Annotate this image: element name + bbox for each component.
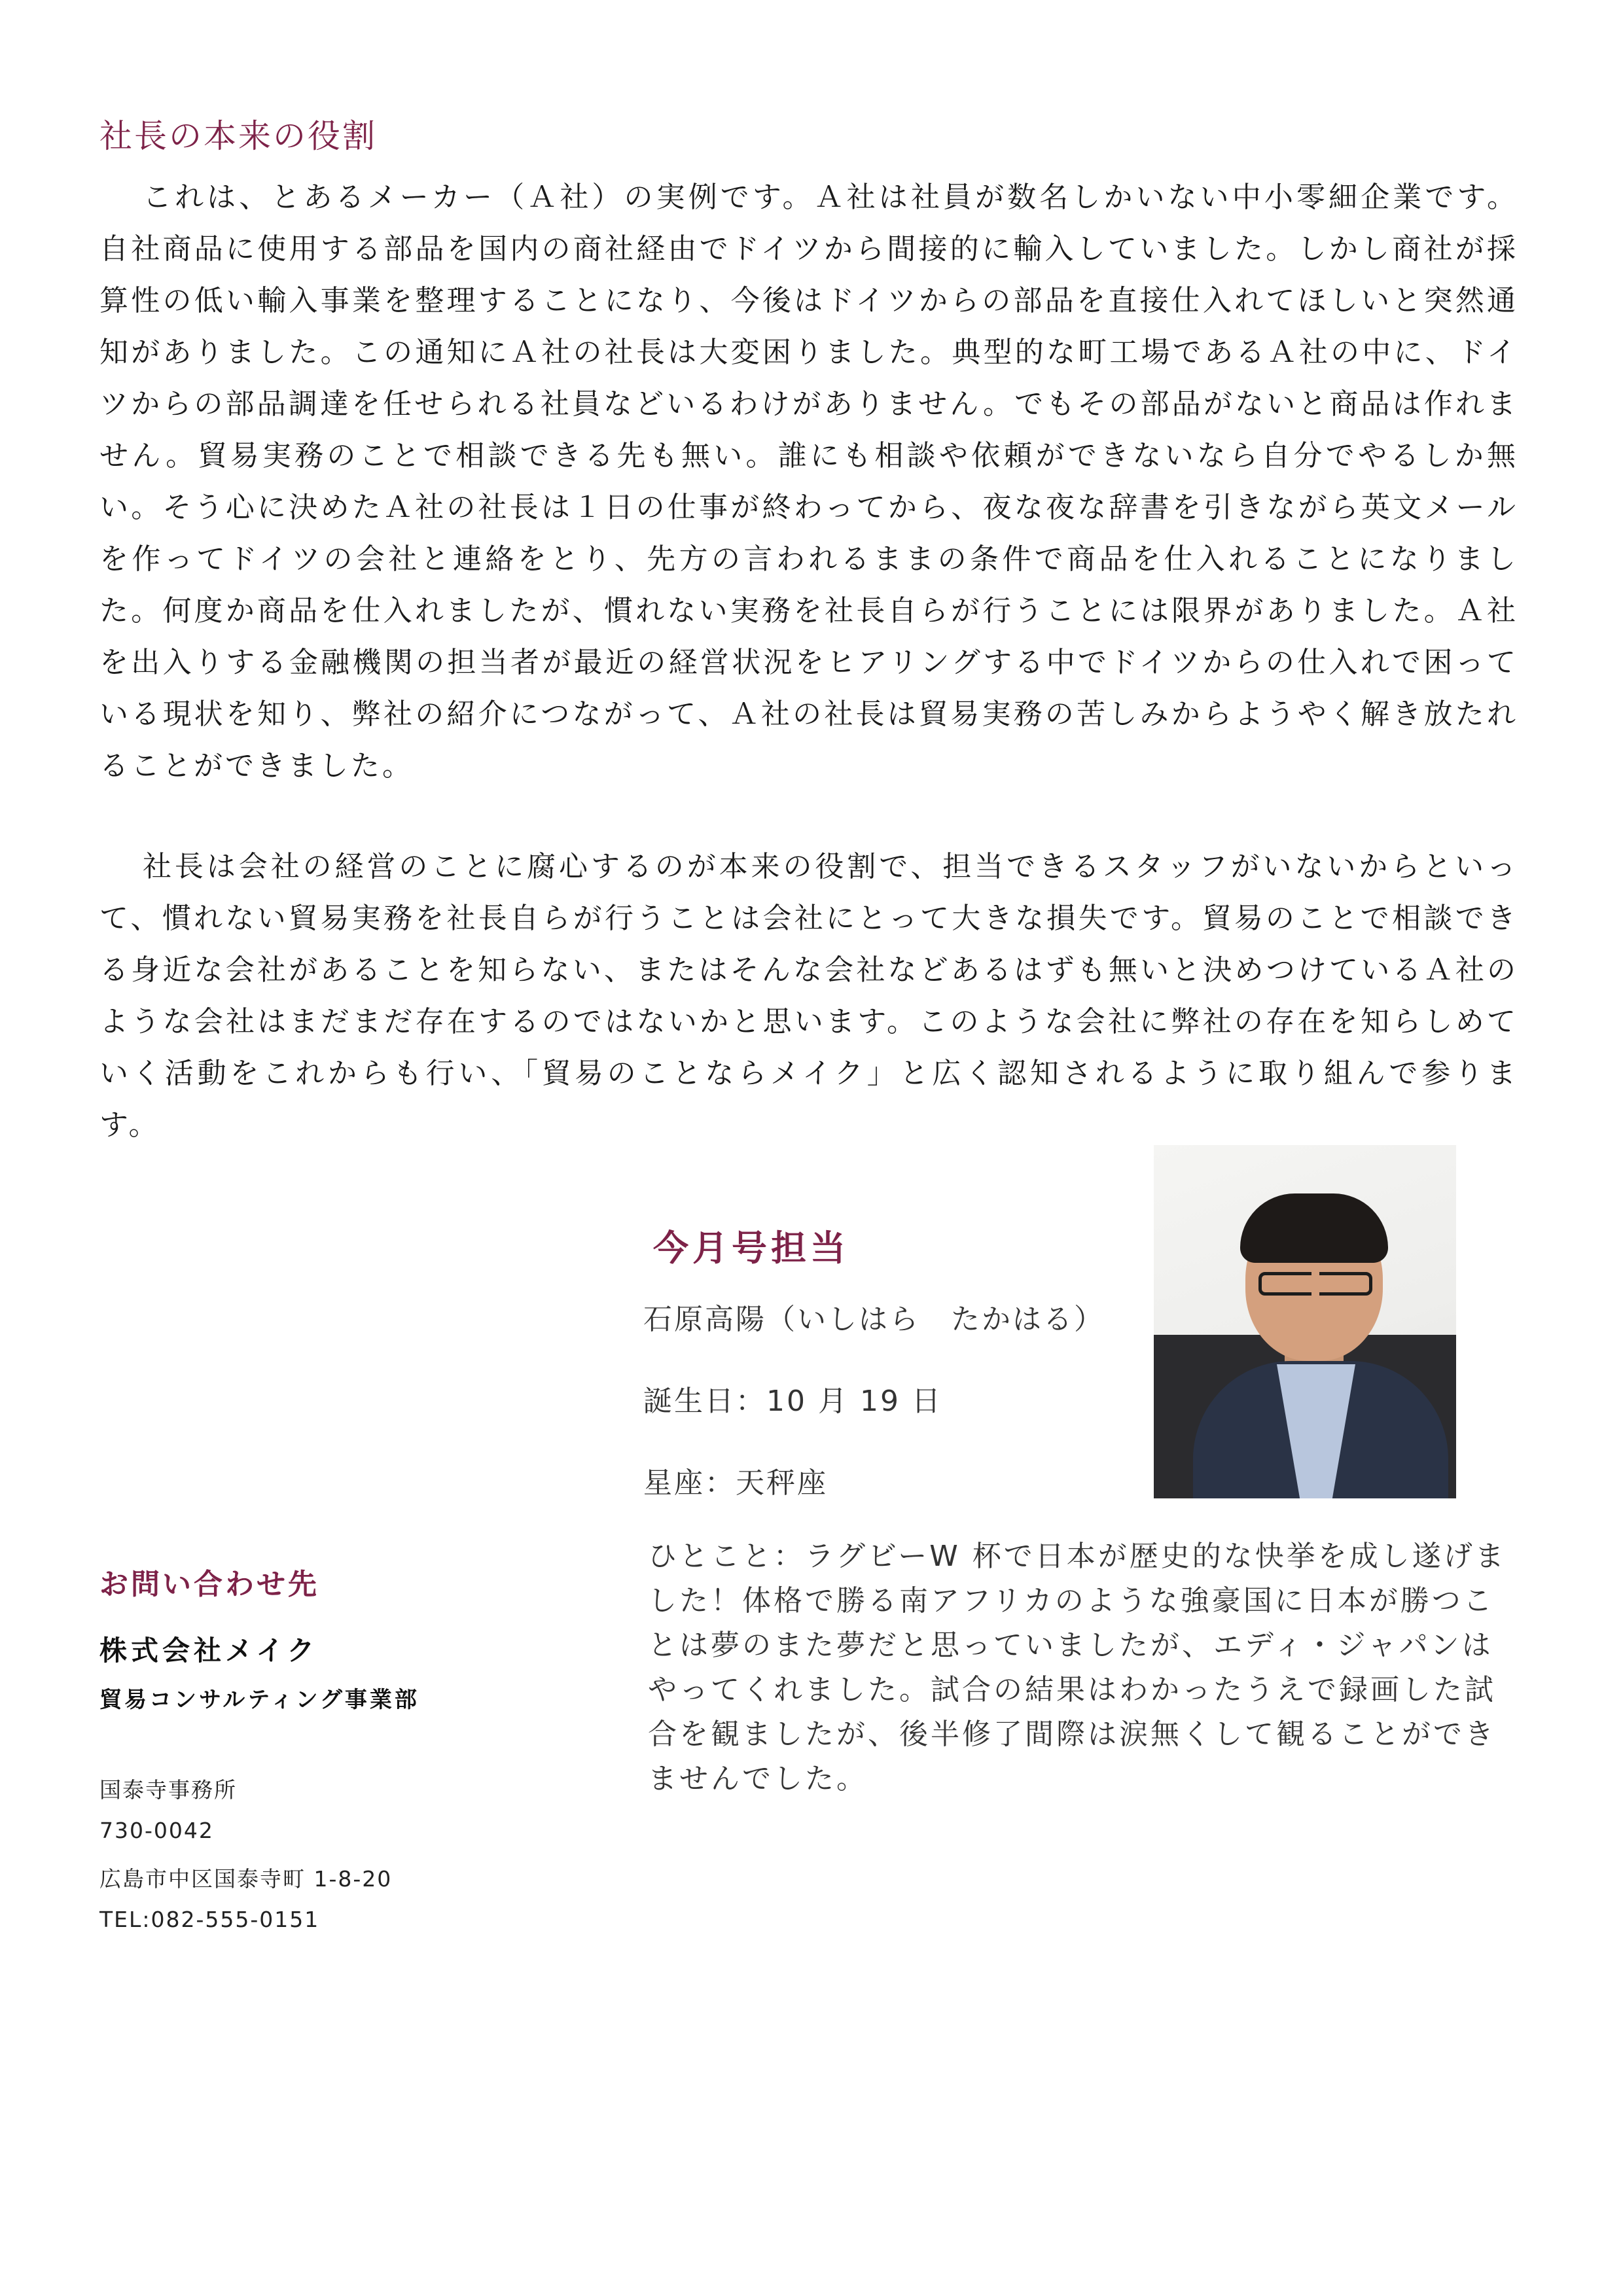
photo-hair	[1240, 1193, 1388, 1263]
article-paragraph-1: これは、とあるメーカー（Ａ社）の実例です。Ａ社は社員が数名しかいない中小零細企業です。自社商品に使用する部品を国内の商社経由でドイツから間接的に輸入していました。しかし商社が採算性の低い輸入事業を整理することになり、今後はドイツからの部品を直接仕入れてほしいと突然通知がありました。この通知にＡ社の社長は大変困りました。典型的な町工場であるＡ社の中に、ドイツからの部品調達を任せられる社員などいるわけがありません。でもその部品がないと商品は作れません。貿易実務のことで相談できる先も無い。誰にも相談や依頼ができないなら自分でやるしか無い。そう心に決めたＡ社の社長は１日の仕事が終わってから、夜な夜な辞書を引きながら英文メールを作ってドイツの会社と連絡をとり、先方の言われるままの条件で商品を仕入れることになりました。何度か商品を仕入れましたが、慣れない実務を社長自らが行うことには限界がありました。Ａ社を出入りする金融機関の担当者が最近の経営状況をヒアリングする中でドイツからの仕入れで困っている現状を知り、弊社の紹介につながって、Ａ社の社長は貿易実務の苦しみからようやく解き放たれることができました。	[99, 181, 1518, 783]
contact-heading: お問い合わせ先	[99, 1568, 319, 1601]
staff-comment: ひとこと：ラグビーW 杯で日本が歴史的な快挙を成し遂げました！体格で勝る南アフリカのような強豪国に日本が勝つことは夢のまた夢だと思っていましたが、エディ・ジャパンはやってくれました。試合の結果はわかったうえで録画した試合を観ましたが、後半修了間際は涙無くして観ることができませんでした。	[648, 1540, 1507, 1795]
phone-number: TEL:082-555-0151	[99, 1907, 320, 1932]
street-address: 広島市中区国泰寺町 1-8-20	[99, 1866, 393, 1892]
article-title: 社長の本来の役割	[99, 117, 377, 155]
staff-zodiac-sign: 星座：天秤座	[643, 1466, 828, 1500]
article-paragraph-2: 社長は会社の経営のことに腐心するのが本来の役割で、担当できるスタッフがいないからといって、慣れない貿易実務を社長自らが行うことは会社にとって大きな損失です。貿易のことで相談できる身近な会社があることを知らない、またはそんな会社などあるはずも無いと決めつけているＡ社のような会社はまだまだ存在するのではないかと思います。このような会社に弊社の存在を知らしめていく活動をこれからも行い、「貿易のことならメイク」と広く認知されるように取り組んで参ります。	[99, 850, 1518, 1142]
staff-photo	[1154, 1145, 1456, 1498]
staff-birthday: 誕生日：10 月 19 日	[643, 1385, 942, 1418]
office-name: 国泰寺事務所	[99, 1777, 237, 1803]
postal-code: 730-0042	[99, 1818, 214, 1843]
staff-heading: 今月号担当	[653, 1227, 849, 1269]
department-name: 貿易コンサルティング事業部	[99, 1687, 419, 1713]
photo-glasses	[1258, 1272, 1372, 1296]
staff-name: 石原高陽（いしはら たかはる）	[643, 1303, 1105, 1336]
company-name: 株式会社メイク	[99, 1634, 319, 1667]
